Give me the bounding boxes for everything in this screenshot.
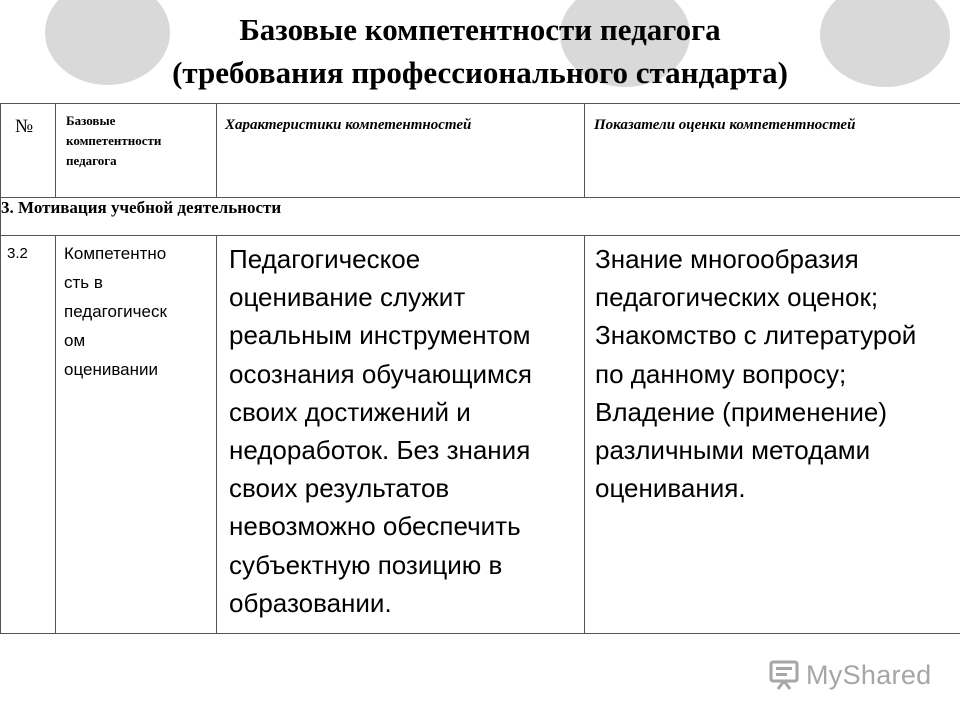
- row-characteristics: [217, 236, 585, 634]
- row-indicators: [585, 236, 960, 634]
- watermark-text: MyShared: [806, 659, 932, 690]
- section-row: [1, 198, 960, 236]
- row-competency-line: Компетентно: [64, 244, 167, 263]
- characteristics-line: субъектную позицию в: [229, 549, 503, 580]
- row-competency-line: сть в: [64, 273, 103, 292]
- indicators-line: Знание многообразия: [595, 244, 859, 274]
- characteristics-line: недоработок. Без знания: [229, 435, 531, 466]
- characteristics-line: своих результатов: [229, 473, 450, 504]
- header-base-line: Базовые: [66, 113, 116, 128]
- header-number: №: [1, 104, 56, 198]
- header-base-line: компетентности: [66, 133, 162, 148]
- header-characteristics: Характеристики компетентностей: [217, 104, 585, 198]
- characteristics-line: осознания обучающимся: [229, 358, 532, 389]
- row-competency-line: ом: [64, 331, 86, 350]
- row-competency-line: педагогическ: [64, 302, 167, 321]
- header-base-competencies: [56, 104, 217, 198]
- slide-title-line-2: (требования профессионального стандарта): [172, 55, 788, 90]
- header-indicators: Показатели оценки компетентностей: [585, 104, 960, 198]
- indicators-line: различными методами: [595, 435, 871, 466]
- indicators-line: оценивания.: [595, 473, 746, 504]
- slide-title-line-1: Базовые компетентности педагога: [239, 12, 721, 47]
- characteristics-line: реальным инструментом: [229, 320, 531, 351]
- row-number: 3.2: [1, 236, 56, 634]
- indicators-line: педагогических оценок;: [595, 282, 879, 313]
- presentation-board-icon: [768, 659, 800, 691]
- myshared-watermark: [768, 655, 931, 695]
- section-title: 3. Мотивация учебной деятельности: [1, 198, 960, 236]
- indicators-line: по данному вопросу;: [595, 358, 847, 389]
- characteristics-line: образовании.: [229, 587, 392, 618]
- row-competency-line: оценивании: [64, 360, 159, 379]
- indicators-line: Владение (применение): [595, 396, 888, 427]
- table-row: [1, 236, 960, 634]
- header-base-line: педагога: [66, 153, 117, 168]
- characteristics-line: оценивание служит: [229, 282, 466, 313]
- row-competency: [56, 236, 217, 634]
- competency-table: [0, 103, 960, 634]
- table-header-row: [1, 104, 960, 198]
- slide-title: [0, 8, 960, 94]
- indicators-line: Знакомство с литературой: [595, 320, 917, 351]
- characteristics-line: невозможно обеспечить: [229, 511, 521, 542]
- characteristics-line: своих достижений и: [229, 396, 471, 427]
- characteristics-line: Педагогическое: [229, 244, 421, 274]
